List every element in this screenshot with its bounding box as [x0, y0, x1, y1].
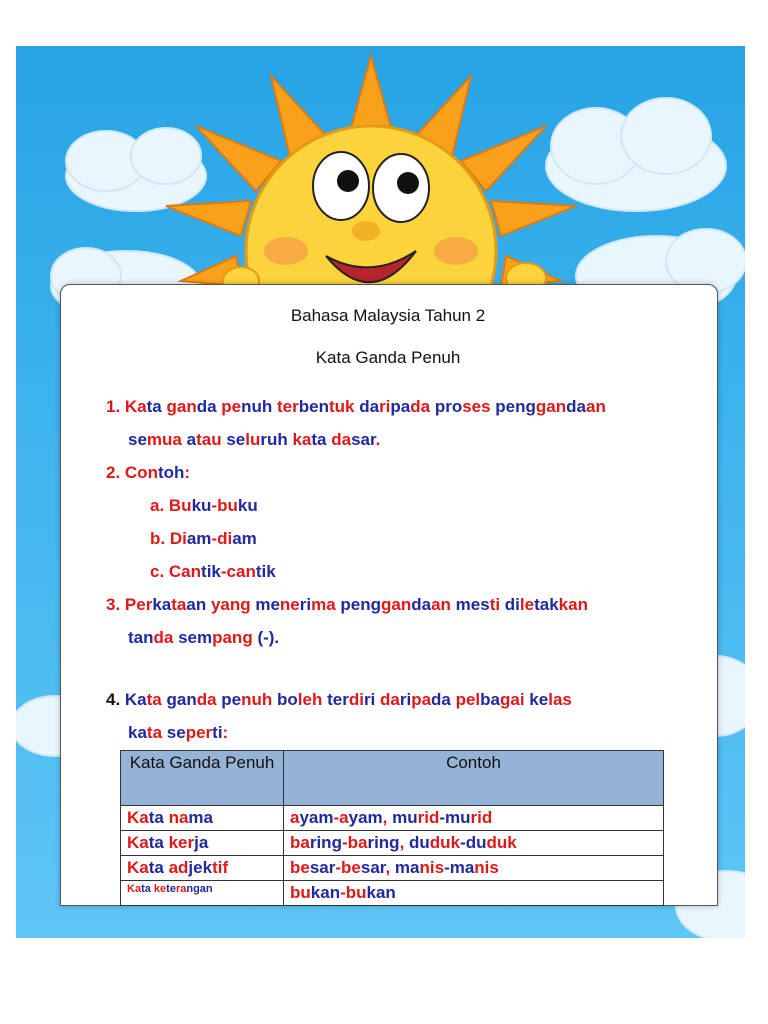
- text-segment: da: [153, 628, 179, 647]
- text-segment: a: [290, 808, 300, 827]
- text-segment: ka: [128, 723, 147, 742]
- text-segment: nuh: [241, 397, 278, 416]
- text-segment: nuh: [241, 690, 278, 709]
- text-segment: (-).: [257, 628, 280, 647]
- text-segment: bo: [277, 690, 298, 709]
- text-segment: ma: [188, 808, 213, 827]
- text-segment: se: [226, 430, 246, 449]
- text-segment: ad: [168, 858, 189, 877]
- example-item: [150, 496, 258, 516]
- text-segment: jek: [188, 858, 213, 877]
- text-segment: ta: [148, 833, 169, 852]
- text-segment: ,: [382, 808, 393, 827]
- contoh-cell: [284, 831, 664, 856]
- kelas-kata-cell: [121, 881, 284, 906]
- text-segment: ra: [175, 883, 187, 895]
- text-segment: Can: [168, 562, 202, 581]
- text-segment: da: [196, 690, 222, 709]
- text-segment: -di: [211, 529, 233, 548]
- text-segment: -can: [220, 562, 256, 581]
- text-segment: tif: [212, 858, 229, 877]
- text-segment: ta: [146, 690, 167, 709]
- text-segment: mu: [392, 808, 418, 827]
- text-segment: ke: [153, 883, 167, 895]
- text-segment: ti: [212, 723, 223, 742]
- text-segment: las: [548, 690, 572, 709]
- text-segment: di: [348, 690, 364, 709]
- text-segment: rid: [417, 808, 440, 827]
- text-segment: pe: [221, 690, 242, 709]
- table-row: [121, 831, 664, 856]
- text-segment: yam: [348, 808, 383, 827]
- text-segment: pa: [411, 690, 432, 709]
- text-segment: da: [380, 690, 400, 709]
- text-segment: lu: [245, 430, 261, 449]
- text-segment: -du: [460, 833, 487, 852]
- text-segment: pe: [221, 397, 242, 416]
- text-segment: an: [585, 397, 606, 416]
- text-segment: Ka: [124, 690, 147, 709]
- point-3-line-1: [106, 595, 588, 615]
- text-segment: -ba: [341, 833, 368, 852]
- contoh-cell: [284, 806, 664, 831]
- text-segment: se: [128, 430, 147, 449]
- text-segment: mes: [455, 595, 490, 614]
- text-segment: pang: [212, 628, 258, 647]
- text-segment: leh: [297, 690, 328, 709]
- text-segment: peng: [340, 595, 382, 614]
- text-segment: ne: [279, 595, 300, 614]
- text-segment: pel: [455, 690, 481, 709]
- text-segment: da: [410, 397, 435, 416]
- text-segment: tan: [128, 628, 154, 647]
- text-segment: ke: [529, 690, 549, 709]
- table-row: [121, 856, 664, 881]
- text-segment: peng: [495, 397, 536, 416]
- text-segment: kan: [366, 883, 396, 902]
- text-segment: -mu: [439, 808, 471, 827]
- column-header: Contoh: [284, 751, 664, 806]
- text-segment: ta: [146, 397, 167, 416]
- item-number: b.: [150, 529, 170, 548]
- text-segment: nis: [474, 858, 499, 877]
- item-number: 4.: [106, 690, 125, 709]
- example-item: [150, 529, 257, 549]
- text-segment: ben: [298, 397, 329, 416]
- contoh-cell: [284, 856, 664, 881]
- text-segment: di: [504, 595, 520, 614]
- item-number: 3.: [106, 595, 125, 614]
- text-segment: be: [290, 858, 310, 877]
- text-segment: am: [232, 529, 257, 548]
- text-segment: pa: [390, 397, 411, 416]
- column-header: Kata Ganda Penuh: [121, 751, 284, 806]
- text-segment: pro: [434, 397, 463, 416]
- table-row: [121, 881, 664, 906]
- text-segment: se: [166, 723, 186, 742]
- text-segment: Di: [169, 529, 187, 548]
- text-segment: ka: [152, 595, 172, 614]
- text-segment: tak: [534, 595, 559, 614]
- text-segment: a: [186, 430, 197, 449]
- text-segment: -a: [333, 808, 349, 827]
- text-segment: ring: [367, 833, 400, 852]
- text-segment: kan: [310, 883, 341, 902]
- text-segment: ma: [394, 858, 420, 877]
- item-number: a.: [150, 496, 169, 515]
- text-segment: da: [331, 430, 352, 449]
- text-segment: ter: [327, 690, 349, 709]
- text-segment: tuk: [328, 397, 360, 416]
- text-segment: ri: [379, 397, 391, 416]
- text-segment: na: [168, 808, 189, 827]
- text-segment: da: [359, 397, 380, 416]
- text-segment: per: [185, 723, 213, 742]
- example-item: [150, 562, 276, 582]
- text-segment: ta: [171, 595, 187, 614]
- text-segment: ,: [399, 833, 410, 852]
- point-4-line-2: [128, 723, 228, 743]
- text-segment: gan: [381, 595, 412, 614]
- text-segment: te: [166, 883, 176, 895]
- text-segment: ,: [385, 858, 395, 877]
- kelas-kata-cell: [121, 856, 284, 881]
- item-number: c.: [150, 562, 169, 581]
- text-segment: sem: [178, 628, 213, 647]
- text-segment: ja: [194, 833, 209, 852]
- text-segment: ba: [480, 690, 500, 709]
- text-segment: yang: [210, 595, 256, 614]
- text-segment: du: [409, 833, 430, 852]
- text-segment: tau: [196, 430, 227, 449]
- text-segment: ta: [311, 430, 332, 449]
- text-segment: sar: [360, 858, 386, 877]
- point-3-line-2: [128, 628, 279, 648]
- text-segment: -ma: [444, 858, 475, 877]
- text-segment: da: [566, 397, 586, 416]
- text-segment: -be: [335, 858, 361, 877]
- page-subtitle: Kata Ganda Penuh: [315, 348, 461, 367]
- text-segment: Ka: [127, 858, 149, 877]
- item-number: 1.: [106, 397, 125, 416]
- table-header-row: [121, 751, 664, 806]
- text-segment: Ka: [127, 883, 142, 895]
- text-segment: da: [411, 595, 432, 614]
- text-segment: sar: [351, 430, 376, 449]
- text-segment: ses: [462, 397, 496, 416]
- text-segment: ku: [237, 496, 258, 515]
- kelas-kata-cell: [121, 806, 284, 831]
- text-segment: ring: [309, 833, 342, 852]
- text-segment: duk: [429, 833, 461, 852]
- text-segment: Per: [124, 595, 153, 614]
- text-segment: ti: [489, 595, 505, 614]
- text-segment: ker: [168, 833, 195, 852]
- text-segment: ruh: [260, 430, 293, 449]
- text-segment: ta: [146, 723, 167, 742]
- text-segment: ba: [290, 833, 310, 852]
- text-segment: gai: [500, 690, 530, 709]
- text-segment: gan: [166, 397, 197, 416]
- kata-ganda-table: [120, 750, 664, 906]
- text-segment: ku: [191, 496, 212, 515]
- text-segment: ri: [399, 690, 412, 709]
- contoh-cell: [284, 881, 664, 906]
- text-segment: ta: [148, 858, 169, 877]
- text-segment: ka: [292, 430, 312, 449]
- text-segment: toh: [157, 463, 185, 482]
- text-segment: an: [431, 595, 456, 614]
- page-title: Bahasa Malaysia Tahun 2: [290, 306, 486, 325]
- text-segment: Ka: [127, 833, 149, 852]
- point-4-line-1: [106, 690, 572, 710]
- text-segment: kan: [558, 595, 588, 614]
- point-1-line-2: [128, 430, 380, 450]
- text-segment: gan: [166, 690, 197, 709]
- text-segment: -bu: [340, 883, 367, 902]
- text-segment: Ka: [127, 808, 149, 827]
- text-segment: ma: [311, 595, 341, 614]
- point-2-line-1: [106, 463, 190, 483]
- text-segment: tik: [255, 562, 276, 581]
- kelas-kata-cell: [121, 831, 284, 856]
- text-segment: yam: [299, 808, 334, 827]
- text-segment: da: [196, 397, 222, 416]
- text-segment: rid: [470, 808, 493, 827]
- text-segment: .: [375, 430, 381, 449]
- text-segment: ter: [277, 397, 299, 416]
- text-segment: sar: [309, 858, 336, 877]
- text-segment: an: [186, 595, 211, 614]
- text-segment: le: [519, 595, 535, 614]
- text-segment: -bu: [211, 496, 238, 515]
- text-segment: Bu: [168, 496, 192, 515]
- text-segment: ri: [363, 690, 380, 709]
- point-1-line-1: [106, 397, 606, 417]
- text-segment: bu: [290, 883, 311, 902]
- text-segment: ri: [299, 595, 312, 614]
- text-segment: :: [184, 463, 191, 482]
- text-segment: gan: [535, 397, 567, 416]
- text-segment: ngan: [186, 883, 213, 895]
- text-segment: Con: [124, 463, 158, 482]
- table-row: [121, 806, 664, 831]
- text-segment: da: [431, 690, 456, 709]
- text-segment: ta: [141, 883, 154, 895]
- text-segment: tik: [201, 562, 221, 581]
- text-segment: :: [222, 723, 229, 742]
- text-segment: ta: [148, 808, 169, 827]
- text-segment: mua: [146, 430, 187, 449]
- text-segment: am: [186, 529, 212, 548]
- item-number: 2.: [106, 463, 125, 482]
- text-segment: me: [255, 595, 280, 614]
- text-segment: duk: [486, 833, 517, 852]
- text-segment: Ka: [124, 397, 147, 416]
- text-segment: nis: [419, 858, 445, 877]
